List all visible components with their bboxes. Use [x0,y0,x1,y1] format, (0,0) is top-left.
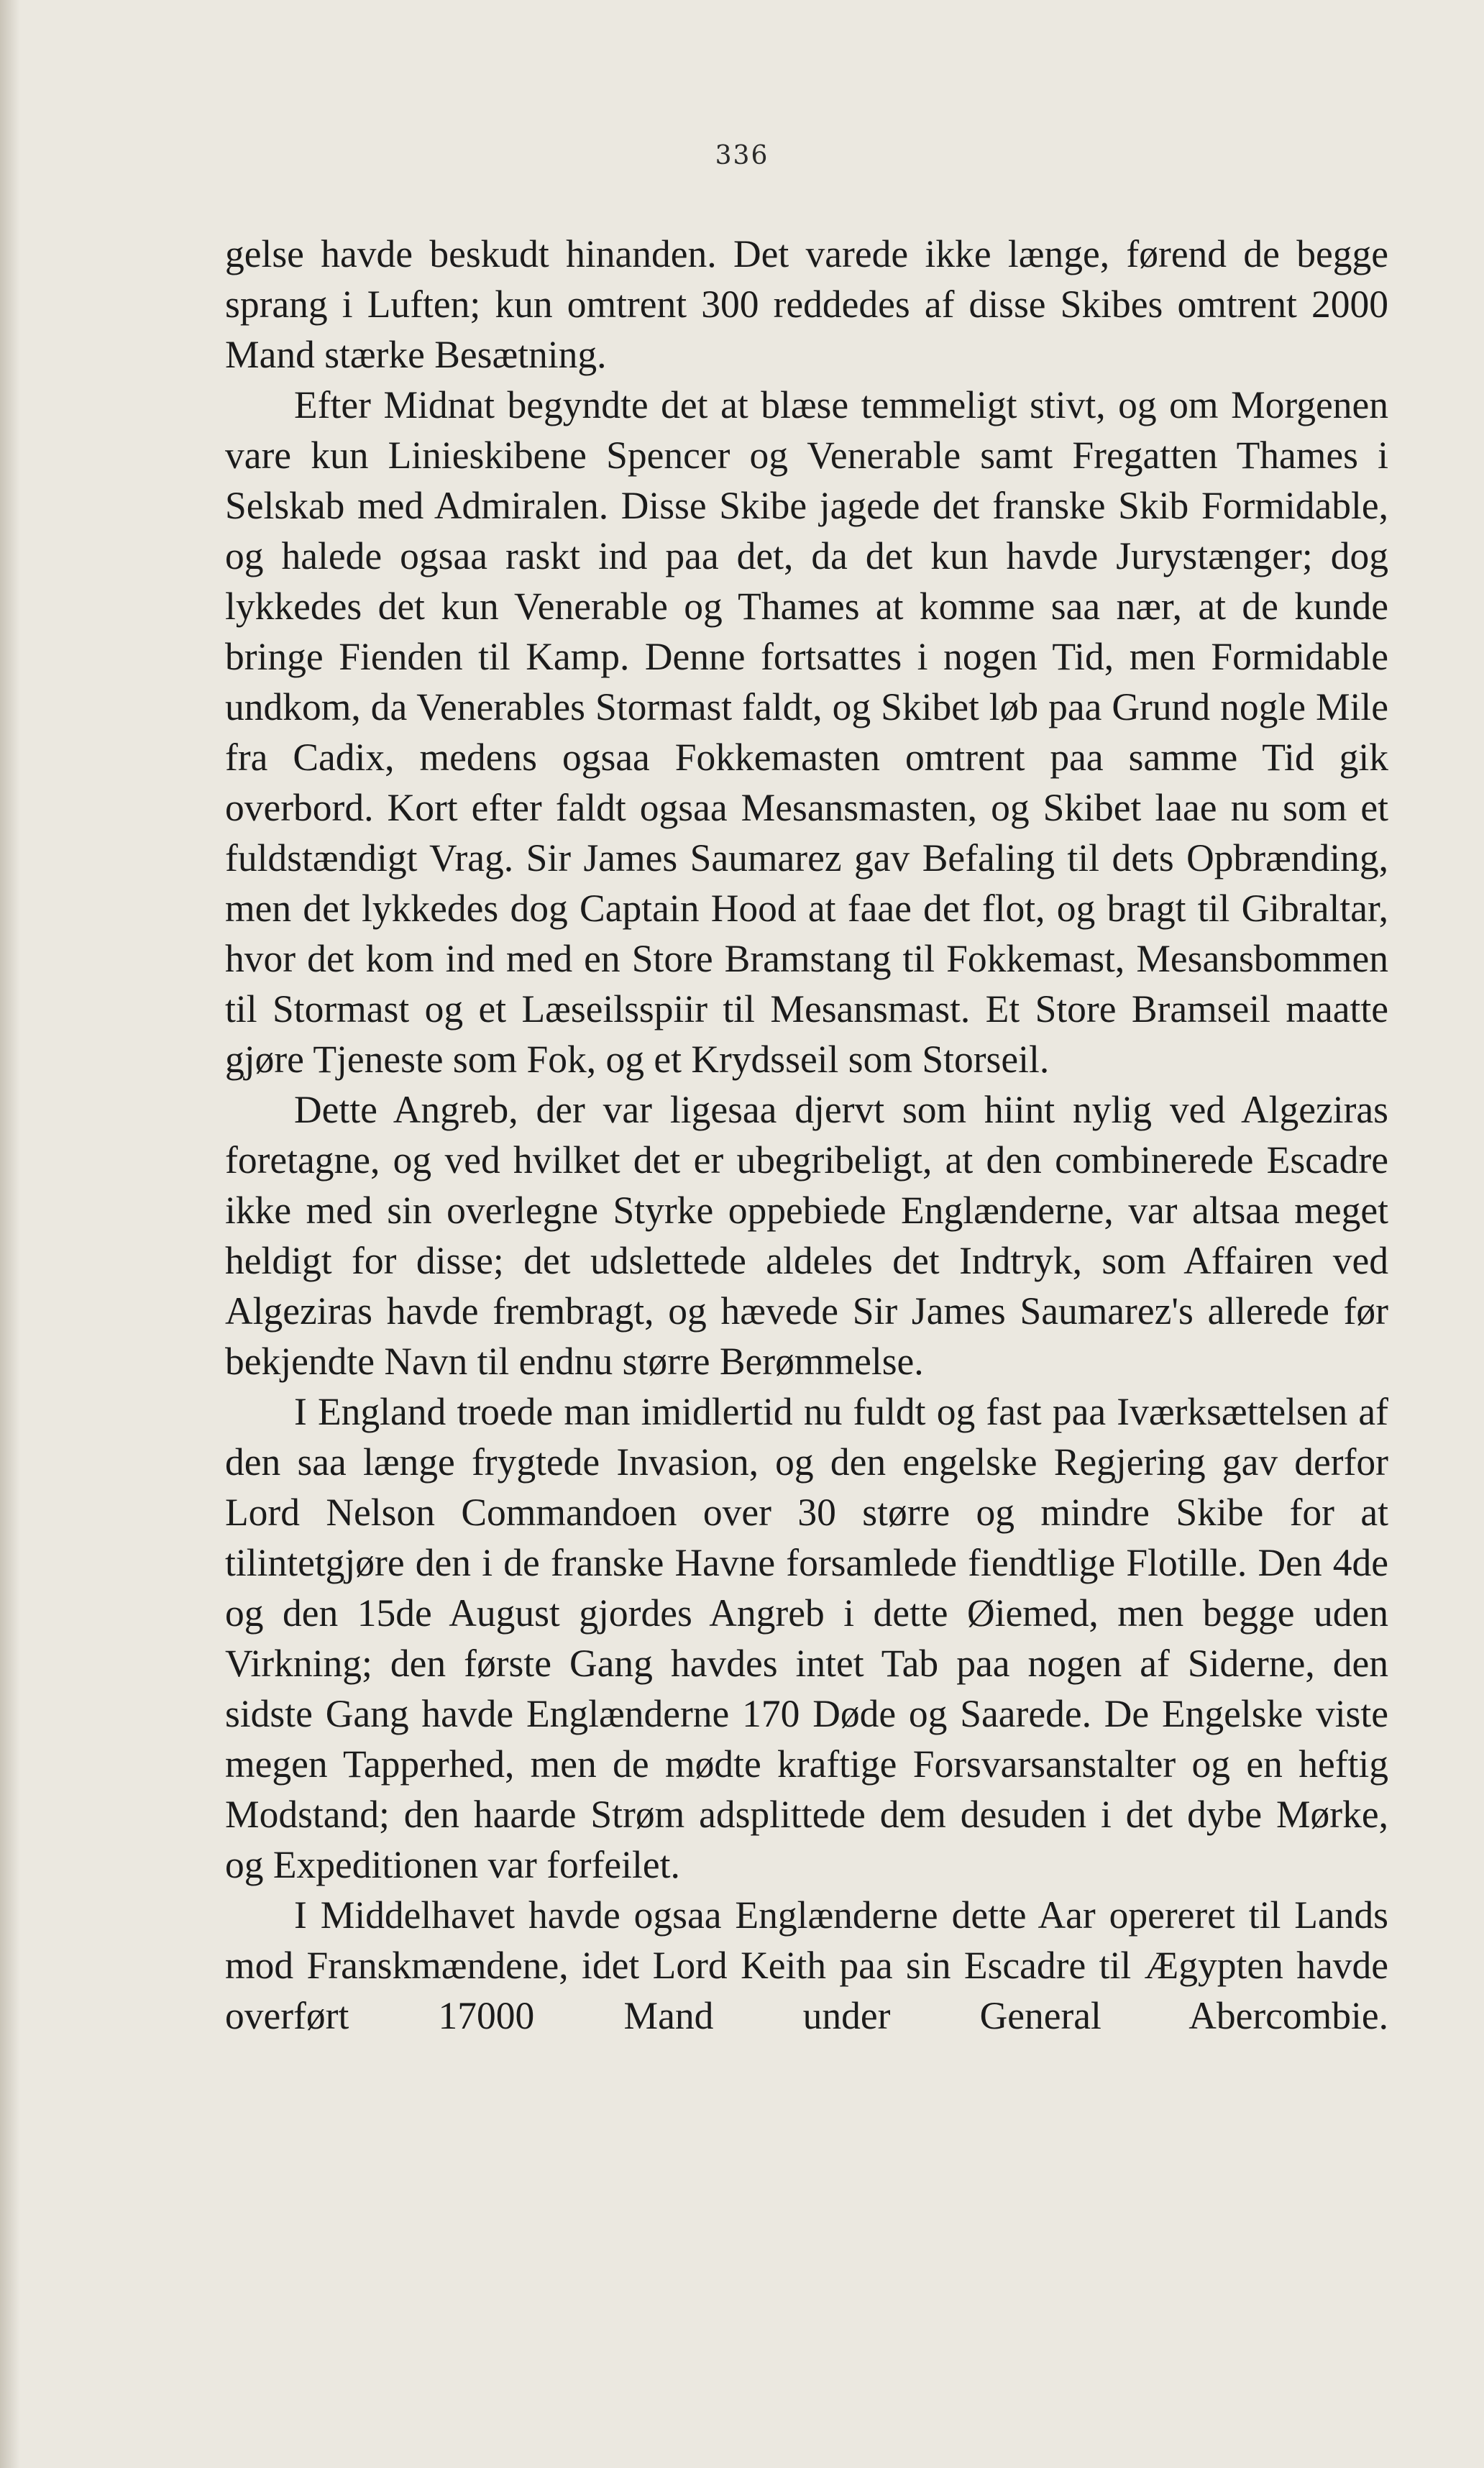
body-text [225,229,1388,2041]
page-spine-shadow [0,0,20,2468]
paragraph-battle: Efter Midnat begyndte det at blæse temmeligt stivt, og om Morgenen vare kun Linieskibene Spencer og Venerable samt Fregatten Thames i Selskab med Admiralen. Disse Skibe jagede det franske Skib Formidable, og halede ogsaa raskt ind paa det, da det kun havde Jurystænger; dog lykkedes det kun Venerable og Thames at komme saa nær, at de kunde bringe Fienden til Kamp. Denne fortsattes i nogen Tid, men Formidable undkom, da Venerables Stormast faldt, og Skibet løb paa Grund nogle Mile fra Cadix, medens ogsaa Fokkemasten omtrent paa samme Tid gik overbord. Kort efter faldt ogsaa Mesansmasten, og Skibet laae nu som et fuldstændigt Vrag. Sir James Saumarez gav Befaling til dets Opbrænding, men det lykkedes dog Captain Hood at faae det flot, og bragt til Gibraltar, hvor det kom ind med en Store Bramstang til Fokkemast, Mesansbommen til Stormast og et Læseilsspiir til Mesansmast. Et Store Bramseil maatte gjøre Tjeneste som Fok, og et Krydsseil som Storseil. [225,383,1388,1081]
paragraph-mediterranean: I Middelhavet havde ogsaa Englænderne dette Aar opereret til Lands mod Franskmændene, idet Lord Keith paa sin Escadre til Ægypten havde overført 17000 Mand under General Abercombie. [225,1893,1388,2037]
paragraph-england-invasion: I England troede man imidlertid nu fuldt og fast paa Iværksættelsen af den saa længe frygtede Invasion, og den engelske Regjering gav derfor Lord Nelson Commandoen over 30 større og mindre Skibe for at tilintetgjøre den i de franske Havne forsamlede fiendtlige Flotille. Den 4de og den 15de August gjordes Angreb i dette Øiemed, men begge uden Virkning; den første Gang havdes intet Tab paa nogen af Siderne, den sidste Gang havde Englænderne 170 Døde og Saarede. De Engelske viste megen Tapperhed, men de mødte kraftige Forsvarsanstalter og en heftig Modstand; den haarde Strøm adsplittede dem desuden i det dybe Mørke, og Expeditionen var forfeilet. [225,1390,1388,1886]
paragraph-attack-summary: Dette Angreb, der var ligesaa djervt som hiint nylig ved Algeziras foretagne, og ved hvilket det er ubegribeligt, at den combinerede Escadre ikke med sin overlegne Styrke oppebiede Englænderne, var altsaa meget heldigt for disse; det udslettede aldeles det Indtryk, som Affairen ved Algeziras havde frembragt, og hævede Sir James Saumarez's allerede før bekjendte Navn til endnu større Berømmelse. [225,1088,1388,1383]
paragraph-continuation: gelse havde beskudt hinanden. Det varede ikke længe, førend de begge sprang i Luften; kun omtrent 300 reddedes af disse Skibes omtrent 2000 Mand stærke Besætning. [225,232,1388,376]
page-number: 336 [715,141,769,170]
